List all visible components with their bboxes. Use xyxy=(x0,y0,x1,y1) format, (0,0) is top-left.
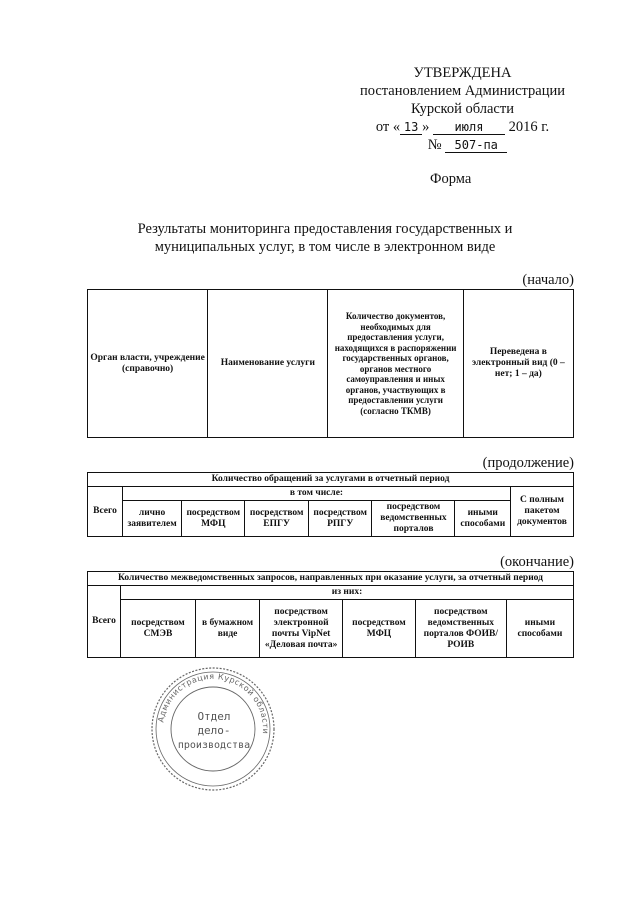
interagency-col-paper: в бумажном виде xyxy=(195,600,259,658)
requests-subgroup: в том числе: xyxy=(123,487,511,501)
title-line-1: Результаты мониторинга предоставления государственных и xyxy=(137,221,513,237)
header-organ: Орган власти, учреждение (справочно) xyxy=(88,290,208,438)
requests-col-portals: посредством ведомственных порталов xyxy=(372,501,455,537)
office-stamp xyxy=(148,664,278,794)
interagency-subgroup: из них: xyxy=(121,586,574,600)
table-continuation xyxy=(87,472,574,537)
table3-part-label: (окончание) xyxy=(500,554,574,570)
date-year: 2016 г. xyxy=(508,119,550,135)
header-electronic: Переведена в электронный вид (0 – нет; 1 – да) xyxy=(463,290,573,438)
approval-number xyxy=(330,136,595,154)
approval-block xyxy=(330,64,595,154)
table1-part-label: (начало) xyxy=(522,272,574,288)
date-day: 13 xyxy=(400,120,422,135)
form-label: Форма xyxy=(430,171,472,187)
stamp-center-1: Отдел xyxy=(197,710,231,723)
number-prefix: № xyxy=(427,137,442,153)
interagency-group-header: Количество межведомственных запросов, направленных при оказание услуги, за отчетный период xyxy=(88,572,574,586)
date-mid: » xyxy=(422,119,430,135)
header-service-name: Наименование услуги xyxy=(208,290,328,438)
table-end xyxy=(87,571,574,658)
stamp-center-3: производства xyxy=(177,740,251,751)
stamp-center-2: дело- xyxy=(197,724,231,737)
stamp-ring-text: Администрация Курской области xyxy=(156,671,271,735)
interagency-col-portals: посредством ведомственных порталов ФОИВ/РОИВ xyxy=(415,600,506,658)
date-prefix: от « xyxy=(375,119,401,135)
requests-col-personal: лично заявителем xyxy=(123,501,182,537)
title-line-2: муниципальных услуг, в том числе в электронном виде xyxy=(154,239,496,255)
approval-region: Курской области xyxy=(411,101,514,117)
interagency-col-mfc: посредством МФЦ xyxy=(343,600,416,658)
requests-col-mfc: посредством МФЦ xyxy=(182,501,245,537)
requests-col-other: иными способами xyxy=(455,501,511,537)
document-title xyxy=(100,220,550,256)
requests-col-rpgu: посредством РПГУ xyxy=(308,501,372,537)
approval-heading: УТВЕРЖДЕНА xyxy=(413,65,512,81)
requests-group-header: Количество обращений за услугами в отчетный период xyxy=(88,473,574,487)
header-documents-count: Количество документов, необходимых для предоставления услуги, находящихся в распоряжении государственных органов, органов местного самоуправления и иных органов, участвующих в предоставлении услуги (согласно ТКМВ) xyxy=(328,290,463,438)
date-month: июля xyxy=(433,120,505,135)
requests-total: Всего xyxy=(88,487,123,537)
approval-date xyxy=(330,118,595,136)
interagency-col-other: иными способами xyxy=(506,600,573,658)
requests-col-epgu: посредством ЕПГУ xyxy=(245,501,309,537)
approval-decree: постановлением Администрации xyxy=(359,83,566,99)
table-start xyxy=(87,289,574,438)
interagency-col-smev: посредством СМЭВ xyxy=(121,600,196,658)
table2-part-label: (продолжение) xyxy=(482,455,574,471)
interagency-total: Всего xyxy=(88,586,121,658)
requests-package: С полным пакетом документов xyxy=(511,487,574,537)
interagency-col-vipnet: посредством электронной почты VipNet «Деловая почта» xyxy=(260,600,343,658)
number-value: 507-па xyxy=(445,138,507,153)
